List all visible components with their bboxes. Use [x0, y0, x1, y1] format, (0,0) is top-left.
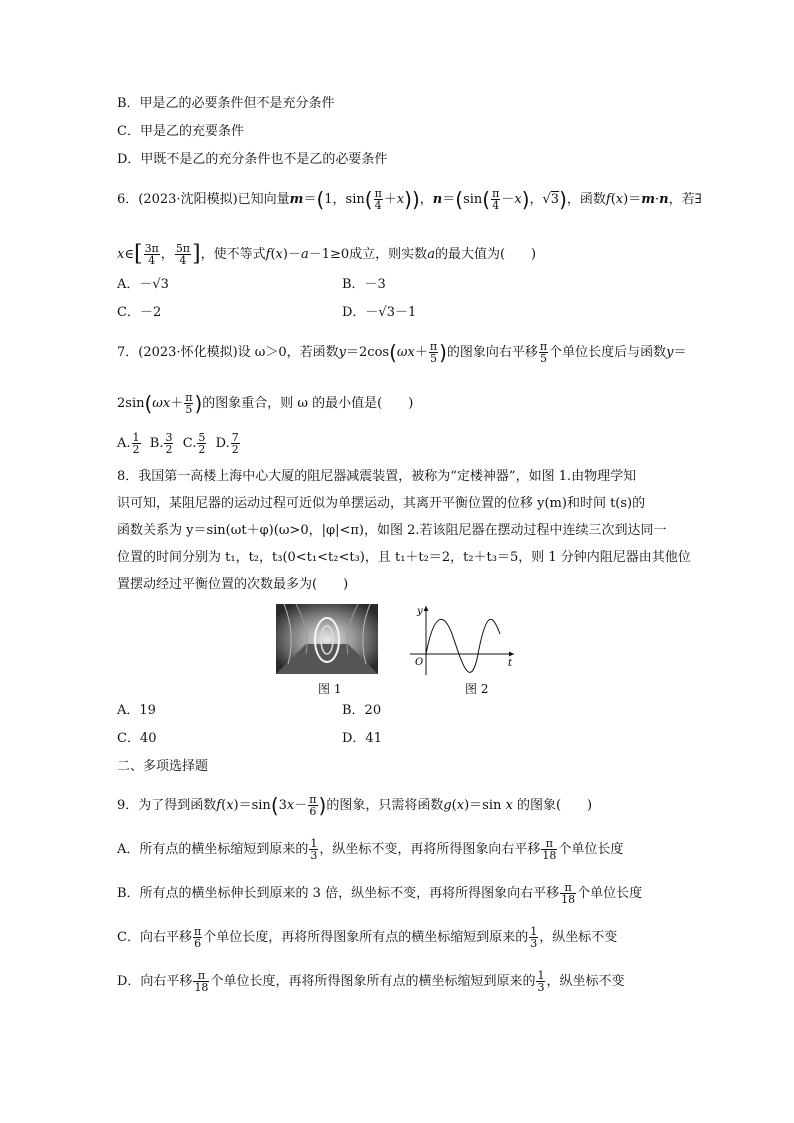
q9-b-post: 个单位长度	[577, 886, 643, 901]
q9-text2: 的图象，只需将函数	[326, 798, 444, 813]
q9-option-b: B．所有点的横坐标伸长到原来的 3 倍，纵坐标不变，再将所得图象向右平移 $\frac{\pi}{18}$ 个单位长度	[117, 881, 643, 906]
q8-option-d: D．41	[342, 731, 382, 746]
q6-text4: ，使不等式	[200, 247, 266, 262]
q6-text5: ≥0成立，则实数	[330, 247, 428, 262]
q9-b-pre: B．所有点的横坐标伸长到原来的 3 倍，纵坐标不变，再将所得图象向右平移	[117, 886, 560, 901]
figure-2-t-label: t	[508, 658, 513, 669]
q7-stem-line1: 7．(2023·怀化模拟)设 ω＞0，若函数y＝2cos(ωx＋ $\frac{\pi}{5}$ )的图象向右平移 $\frac{\pi}{5}$ 个单位长度后与函数y＝	[117, 340, 687, 365]
vector-m: m	[289, 192, 304, 207]
q7-b-den: 2	[165, 443, 173, 456]
q6-text3: ，若∃	[668, 192, 702, 207]
q7-text4: 的图象重合，则 ω 的最小值是( )	[202, 396, 414, 411]
q5-option-b: B．甲是乙的必要条件但不是充分条件	[117, 96, 335, 111]
q9-c-mid: 个单位长度，再将所得图象所有点的横坐标缩短到原来的	[203, 930, 529, 945]
q5-option-d: D．甲既不是乙的充分条件也不是乙的必要条件	[117, 152, 388, 167]
q7-option-b-label: B.	[149, 436, 164, 451]
q6-source: (2023·沈阳模拟)	[138, 192, 238, 207]
q7-d-den: 2	[231, 443, 239, 456]
q7-option-a-label: A.	[117, 436, 131, 451]
q8-line4: 位置的时间分别为 t₁，t₂，t₃(0<t₁<t₂<t₃)，且 t₁＋t₂＝2，t₂＋t₃＝5，则 1 分钟内阻尼器由其他位	[117, 550, 691, 565]
q9-option-c: C．向右平移 $\frac{\pi}{6}$ 个单位长度，再将所得图象所有点的横坐标缩短到原来的 $\frac{1}{3}$ ，纵坐标不变	[117, 925, 618, 950]
q6-option-b: B．－3	[342, 277, 386, 292]
q7-d-num: 7	[231, 431, 239, 444]
q9-option-a: A．所有点的横坐标缩短到原来的 $\frac{1}{3}$ ，纵坐标不变，再将所得图象向右平移 $\frac{\pi}{18}$ 个单位长度	[117, 837, 624, 862]
q6-number: 6．	[117, 192, 139, 207]
q9-c-post: ，纵坐标不变	[539, 930, 618, 945]
frac-pi-4: $\frac{\pi}{4}$	[374, 187, 382, 212]
q7-c-den: 2	[198, 443, 206, 456]
figure-1-caption: 图 1	[318, 682, 342, 696]
q6-option-d: D．－√3－1	[342, 305, 417, 320]
vector-n: n	[432, 192, 443, 207]
q7-option-c-label: C.	[182, 436, 197, 451]
q9-option-d: D．向右平移 $\frac{\pi}{18}$ 个单位长度，再将所得图象所有点的横坐标缩短到原来的 $\frac{1}{3}$ ，纵坐标不变	[117, 969, 625, 994]
q7-number: 7．	[117, 345, 139, 360]
q8-option-a: A．19	[117, 703, 156, 718]
q8-line2: 识可知，某阻尼器的运动过程可近似为单摆运动，其离开平衡位置的位移 y(m)和时间 t(s)的	[117, 496, 646, 511]
q6-option-c: C．－2	[117, 305, 162, 320]
figure-2-caption: 图 2	[465, 682, 489, 696]
figure-1-photo	[276, 604, 378, 674]
q6-text6: 的最大值为( )	[434, 247, 537, 262]
q6-option-a: A．－√3	[117, 277, 169, 292]
q8-line1: 8．我国第一高楼上海中心大厦的阻尼器减震装置，被称为“定楼神器”，如图 1.由物理学知	[117, 469, 637, 484]
q6-text1: 已知向量	[237, 192, 290, 207]
q9-d-post: ，纵坐标不变	[546, 974, 625, 989]
q7-a-num: 1	[132, 431, 140, 444]
q8-option-b: B．20	[342, 703, 382, 718]
q7-c-num: 5	[198, 431, 206, 444]
q9-a-mid: ，纵坐标不变，再将所得图象向右平移	[319, 842, 541, 857]
section-heading: 二、多项选择题	[117, 759, 209, 774]
q6-stem-line1: 6．(2023·沈阳模拟)已知向量m＝(1，sin( $\frac{\pi}{4}$ ＋x))，n＝(sin( $\frac{\pi}{4}$ －x)，√3)，函数f(x)＝m·n，若∃	[117, 187, 702, 212]
q7-text2: 的图象向右平移	[446, 345, 538, 360]
q9-a-post: 个单位长度	[558, 842, 624, 857]
q6-text2: ，函数	[566, 192, 606, 207]
q7-options	[117, 432, 241, 455]
q9-c-pre: C．向右平移	[117, 930, 192, 945]
q7-a-den: 2	[132, 443, 140, 456]
q9-text1: 为了得到函数	[138, 798, 217, 813]
q7-option-d-label: D.	[215, 436, 230, 451]
q8-option-c: C．40	[117, 731, 157, 746]
q6-stem-line2: x∈[ $\frac{3\pi}{4}$ ， $\frac{5\pi}{4}$ ]，使不等式f(x)－a－1≥0成立，则实数a的最大值为( )	[117, 241, 537, 267]
q9-d-pre: D．向右平移	[117, 974, 193, 989]
q8-line5: 置摆动经过平衡位置的次数最多为( )	[117, 577, 349, 592]
q9-stem: 9．为了得到函数f(x)＝sin(3x－ $\frac{\pi}{6}$ )的图象，只需将函数g(x)＝sin x 的图象( )	[117, 793, 593, 818]
q9-text3: 的图象( )	[516, 798, 593, 813]
q9-d-mid: 个单位长度，再将所得图象所有点的横坐标缩短到原来的	[210, 974, 536, 989]
figure-2-y-label: y	[417, 606, 423, 617]
figure-2-origin-label: O	[415, 657, 424, 668]
q7-stem-line2: 2sin(ωx＋ $\frac{\pi}{5}$ )的图象重合，则 ω 的最小值是( )	[117, 391, 414, 416]
q9-number: 9．	[117, 798, 139, 813]
q7-source: (2023·怀化模拟)	[138, 345, 238, 360]
q7-b-num: 3	[165, 431, 173, 444]
figure-2-sine-graph	[408, 604, 516, 676]
q9-a-pre: A．所有点的横坐标缩短到原来的	[117, 842, 309, 857]
q7-text1: 设 ω＞0，若函数	[237, 345, 339, 360]
q7-text3: 个单位长度后与函数	[549, 345, 667, 360]
q5-option-c: C．甲是乙的充要条件	[117, 124, 244, 139]
q8-line3: 函数关系为 y＝sin(ωt＋φ)(ω>0，|φ|<π)，如图 2.若该阻尼器在摆动过程中连续三次到达同一	[117, 523, 667, 538]
